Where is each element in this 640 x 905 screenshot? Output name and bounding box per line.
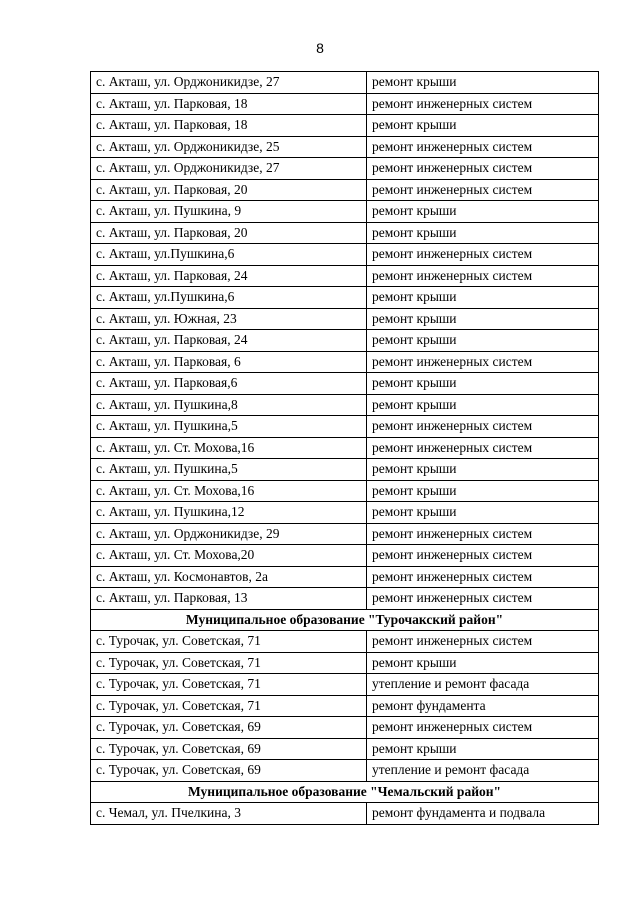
table-row	[91, 545, 599, 567]
work-type-cell: ремонт инженерных систем	[367, 158, 599, 180]
table-row	[91, 459, 599, 481]
table-row	[91, 437, 599, 459]
work-type-cell: ремонт инженерных систем	[367, 588, 599, 610]
work-type-cell: ремонт крыши	[367, 480, 599, 502]
address-cell: с. Акташ, ул. Парковая, 20	[91, 179, 367, 201]
address-cell: с. Турочак, ул. Советская, 71	[91, 652, 367, 674]
address-cell: с. Турочак, ул. Советская, 69	[91, 738, 367, 760]
address-cell: с. Акташ, ул. Орджоникидзе, 29	[91, 523, 367, 545]
address-cell: с. Турочак, ул. Советская, 71	[91, 695, 367, 717]
work-type-cell: ремонт инженерных систем	[367, 136, 599, 158]
section-header-row	[91, 781, 599, 803]
table-row	[91, 738, 599, 760]
address-cell: с. Акташ, ул. Парковая, 18	[91, 115, 367, 137]
work-type-cell: ремонт крыши	[367, 115, 599, 137]
address-cell: с. Акташ, ул. Орджоникидзе, 25	[91, 136, 367, 158]
work-type-cell: ремонт фундамента	[367, 695, 599, 717]
work-type-cell: ремонт фундамента и подвала	[367, 803, 599, 825]
table-row	[91, 695, 599, 717]
work-type-cell: ремонт инженерных систем	[367, 265, 599, 287]
work-type-cell: ремонт крыши	[367, 222, 599, 244]
work-type-cell: ремонт крыши	[367, 201, 599, 223]
work-type-cell: ремонт инженерных систем	[367, 351, 599, 373]
address-cell: с. Акташ, ул. Парковая, 24	[91, 265, 367, 287]
address-cell: с. Акташ, ул. Ст. Мохова,20	[91, 545, 367, 567]
address-cell: с. Акташ, ул. Пушкина,5	[91, 416, 367, 438]
address-cell: с. Акташ, ул. Южная, 23	[91, 308, 367, 330]
address-cell: с. Акташ, ул. Пушкина, 9	[91, 201, 367, 223]
work-type-cell: ремонт инженерных систем	[367, 523, 599, 545]
work-type-cell: ремонт инженерных систем	[367, 717, 599, 739]
address-cell: с. Акташ, ул. Парковая,6	[91, 373, 367, 395]
address-cell: с. Турочак, ул. Советская, 71	[91, 674, 367, 696]
work-type-cell: ремонт крыши	[367, 394, 599, 416]
table-row	[91, 201, 599, 223]
address-cell: с. Акташ, ул. Пушкина,5	[91, 459, 367, 481]
work-type-cell: ремонт крыши	[367, 652, 599, 674]
table-row	[91, 652, 599, 674]
work-type-cell: ремонт крыши	[367, 502, 599, 524]
address-cell: с. Турочак, ул. Советская, 69	[91, 717, 367, 739]
table-row	[91, 674, 599, 696]
table-row	[91, 588, 599, 610]
work-type-cell: ремонт инженерных систем	[367, 416, 599, 438]
work-type-cell: ремонт инженерных систем	[367, 566, 599, 588]
works-table	[90, 71, 599, 825]
section-header: Муниципальное образование "Чемальский район"	[91, 781, 599, 803]
table-row	[91, 523, 599, 545]
address-cell: с. Акташ, ул. Пушкина,12	[91, 502, 367, 524]
table-row	[91, 330, 599, 352]
table-row	[91, 93, 599, 115]
work-type-cell: ремонт крыши	[367, 287, 599, 309]
table-row	[91, 115, 599, 137]
work-type-cell: ремонт инженерных систем	[367, 179, 599, 201]
table-row	[91, 351, 599, 373]
table-row	[91, 158, 599, 180]
work-type-cell: утепление и ремонт фасада	[367, 760, 599, 782]
section-header: Муниципальное образование "Турочакский район"	[91, 609, 599, 631]
table-row	[91, 760, 599, 782]
address-cell: с. Акташ, ул.Пушкина,6	[91, 287, 367, 309]
address-cell: с. Акташ, ул. Орджоникидзе, 27	[91, 158, 367, 180]
work-type-cell: ремонт крыши	[367, 308, 599, 330]
work-type-cell: ремонт инженерных систем	[367, 631, 599, 653]
address-cell: с. Акташ, ул. Орджоникидзе, 27	[91, 72, 367, 94]
table-row	[91, 631, 599, 653]
work-type-cell: ремонт инженерных систем	[367, 545, 599, 567]
work-type-cell: ремонт инженерных систем	[367, 244, 599, 266]
address-cell: с. Чемал, ул. Пчелкина, 3	[91, 803, 367, 825]
work-type-cell: ремонт инженерных систем	[367, 93, 599, 115]
table-row	[91, 265, 599, 287]
table-row	[91, 803, 599, 825]
table-row	[91, 394, 599, 416]
table-row	[91, 373, 599, 395]
table-row	[91, 244, 599, 266]
work-type-cell: ремонт крыши	[367, 72, 599, 94]
address-cell: с. Акташ, ул. Парковая, 6	[91, 351, 367, 373]
address-cell: с. Акташ, ул. Ст. Мохова,16	[91, 480, 367, 502]
table-row	[91, 287, 599, 309]
table-row	[91, 480, 599, 502]
table-row	[91, 72, 599, 94]
address-cell: с. Акташ, ул. Парковая, 24	[91, 330, 367, 352]
address-cell: с. Акташ, ул. Космонавтов, 2а	[91, 566, 367, 588]
work-type-cell: ремонт крыши	[367, 459, 599, 481]
table-row	[91, 566, 599, 588]
work-type-cell: утепление и ремонт фасада	[367, 674, 599, 696]
address-cell: с. Акташ, ул. Парковая, 20	[91, 222, 367, 244]
table-row	[91, 717, 599, 739]
address-cell: с. Акташ, ул. Ст. Мохова,16	[91, 437, 367, 459]
table-row	[91, 502, 599, 524]
address-cell: с. Турочак, ул. Советская, 69	[91, 760, 367, 782]
work-type-cell: ремонт крыши	[367, 330, 599, 352]
address-cell: с. Акташ, ул.Пушкина,6	[91, 244, 367, 266]
work-type-cell: ремонт крыши	[367, 373, 599, 395]
address-cell: с. Акташ, ул. Пушкина,8	[91, 394, 367, 416]
table-row	[91, 136, 599, 158]
page-number: 8	[316, 40, 324, 56]
section-header-row	[91, 609, 599, 631]
work-type-cell: ремонт крыши	[367, 738, 599, 760]
address-cell: с. Турочак, ул. Советская, 71	[91, 631, 367, 653]
address-cell: с. Акташ, ул. Парковая, 18	[91, 93, 367, 115]
table-row	[91, 222, 599, 244]
table-body	[91, 72, 599, 825]
work-type-cell: ремонт инженерных систем	[367, 437, 599, 459]
address-cell: с. Акташ, ул. Парковая, 13	[91, 588, 367, 610]
table-row	[91, 308, 599, 330]
table-row	[91, 179, 599, 201]
table-row	[91, 416, 599, 438]
